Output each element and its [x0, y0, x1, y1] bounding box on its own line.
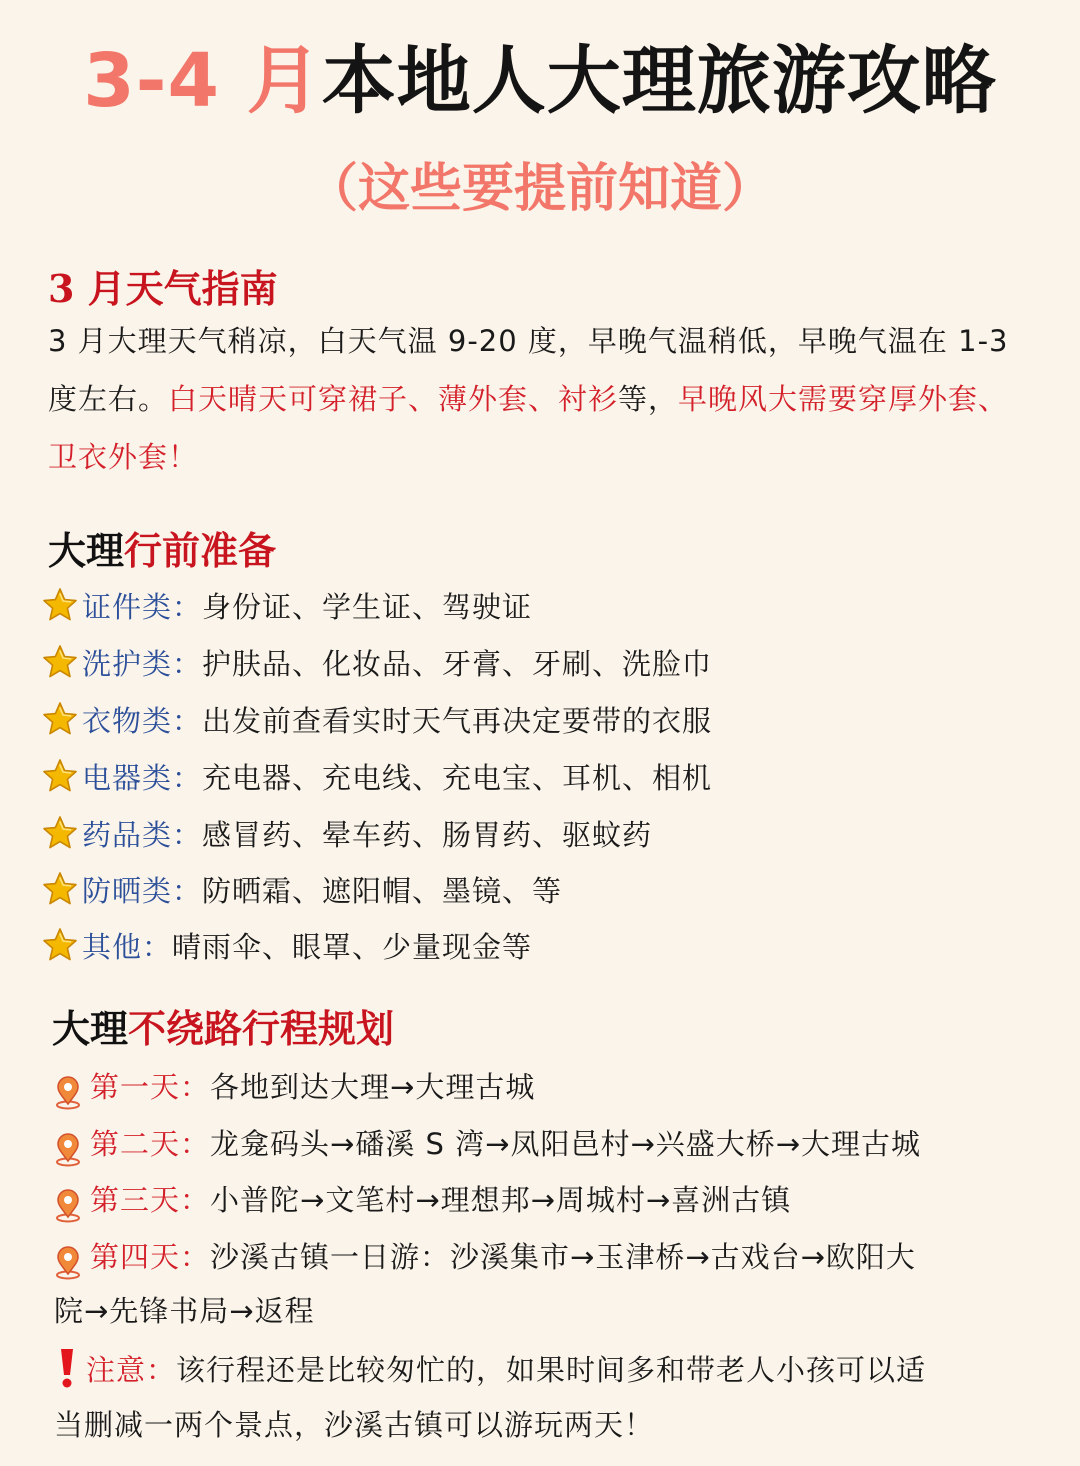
route-day-1 — [50, 1060, 535, 1110]
prep-item-sunscreen — [42, 864, 562, 914]
prep-item-text: 出发前查看实时天气再决定要带的衣服 — [202, 703, 713, 738]
location-pin-icon — [50, 1131, 86, 1167]
route-day-4 — [50, 1230, 916, 1280]
route-heading — [52, 998, 394, 1053]
weather-heading — [48, 258, 278, 313]
star-icon — [42, 871, 78, 907]
route-day-text: 龙龛码头→磻溪 S 湾→凤阳邑村→兴盛大桥→大理古城 — [210, 1126, 922, 1161]
prep-item-label: 证件类： — [82, 589, 203, 624]
weather-highlight-day: 白天晴天可穿裙子、薄外套、衬衫 — [168, 382, 619, 416]
note-continued: 当删减一两个景点，沙溪古镇可以游玩两天！ — [54, 1408, 655, 1442]
route-day-text: 各地到达大理→大理古城 — [210, 1069, 536, 1104]
prep-item-electronics — [42, 751, 712, 801]
route-day-2 — [50, 1117, 921, 1167]
title-main: 本地人大理旅游攻略 — [321, 38, 997, 124]
title-accent: 3-4 月 — [83, 38, 322, 124]
prep-item-documents — [42, 580, 532, 630]
route-day-3 — [50, 1173, 791, 1223]
location-pin-icon — [50, 1244, 86, 1280]
page-title — [0, 22, 1080, 128]
prep-item-text: 身份证、学生证、驾驶证 — [202, 589, 533, 624]
prep-item-label: 电器类： — [82, 760, 203, 795]
note-label: 注意： — [86, 1352, 177, 1387]
star-icon — [42, 758, 78, 794]
weather-paragraph — [48, 312, 1038, 486]
weather-heading-text: 3 月天气指南 — [48, 266, 278, 311]
location-pin-icon — [50, 1074, 86, 1110]
prep-item-label: 洗护类： — [82, 646, 203, 681]
route-day-4-continued: 院→先锋书局→返程 — [54, 1294, 315, 1328]
weather-text: 3 月大理天气稍凉，白天气温 9-20 度，早晚气温稍低，早晚气温在 1-3 度左右。 — [48, 324, 1009, 416]
star-icon — [42, 644, 78, 680]
prep-item-label: 药品类： — [82, 817, 203, 852]
prep-item-text: 感冒药、晕车药、肠胃药、驱蚊药 — [202, 817, 653, 852]
star-icon — [42, 587, 78, 623]
star-icon — [42, 927, 78, 963]
prep-item-text: 护肤品、化妆品、牙膏、牙刷、洗脸巾 — [202, 646, 713, 681]
route-day-label: 第三天： — [90, 1182, 211, 1217]
exclamation-icon — [56, 1347, 78, 1389]
weather-text-mid: 等， — [618, 382, 679, 416]
prep-heading — [48, 520, 276, 575]
route-day-label: 第二天： — [90, 1126, 211, 1161]
note-text: 该行程还是比较匆忙的，如果时间多和带老人小孩可以适 — [176, 1352, 927, 1387]
page-subtitle: （这些要提前知道） — [305, 159, 774, 219]
prep-item-toiletries — [42, 637, 712, 687]
route-heading-dark: 大理 — [52, 1006, 129, 1051]
prep-item-text: 晴雨伞、眼罩、少量现金等 — [172, 929, 533, 964]
prep-item-text: 防晒霜、遮阳帽、墨镜、等 — [202, 873, 563, 908]
prep-item-other — [42, 920, 532, 970]
prep-heading-dark: 大理 — [48, 528, 125, 573]
route-day-label: 第四天： — [90, 1239, 211, 1274]
route-heading-red: 不绕路行程规划 — [128, 1006, 395, 1051]
prep-item-label: 衣物类： — [82, 703, 203, 738]
prep-item-text: 充电器、充电线、充电宝、耳机、相机 — [202, 760, 713, 795]
location-pin-icon — [50, 1187, 86, 1223]
prep-item-clothes — [42, 694, 712, 744]
prep-heading-red: 行前准备 — [124, 528, 277, 573]
prep-item-label: 其他： — [82, 929, 173, 964]
prep-item-label: 防晒类： — [82, 873, 203, 908]
prep-item-medicine — [42, 808, 652, 858]
route-day-label: 第一天： — [90, 1069, 211, 1104]
route-day-text: 沙溪古镇一日游：沙溪集市→玉津桥→古戏台→欧阳大 — [210, 1239, 916, 1274]
star-icon — [42, 701, 78, 737]
note — [56, 1343, 926, 1393]
star-icon — [42, 815, 78, 851]
route-day-text: 小普陀→文笔村→理想邦→周城村→喜洲古镇 — [210, 1182, 792, 1217]
weather-highlight-night: 早晚风大需要穿厚外套、卫衣外套！ — [48, 382, 1009, 474]
